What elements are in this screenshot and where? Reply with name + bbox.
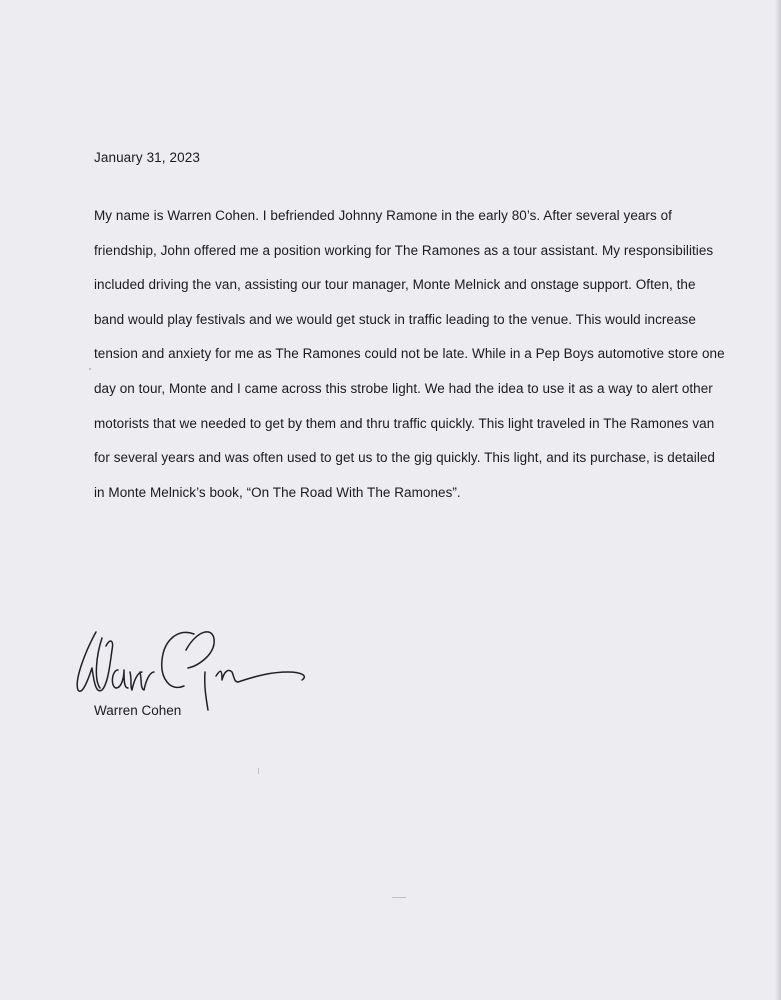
- body-line: tension and anxiety for me as The Ramones could not be late. While in a Pep Boys automotive store one: [94, 346, 725, 362]
- signer-name: Warren Cohen: [94, 703, 182, 718]
- body-line: My name is Warren Cohen. I befriended Johnny Ramone in the early 80’s. After several years of: [94, 208, 672, 223]
- body-line: band would play festivals and we would get stuck in traffic leading to the venue. This would increase: [94, 311, 696, 327]
- body-line: motorists that we needed to get by them and thru traffic quickly. This light traveled in The Ramones van: [94, 415, 715, 431]
- body-line: included driving the van, assisting our tour manager, Monte Melnick and onstage support. Often, the: [94, 277, 696, 293]
- letter-date: January 31, 2023: [94, 150, 200, 165]
- body-line: friendship, John offered me a position working for The Ramones as a tour assistant. My responsibilities: [94, 242, 714, 258]
- scan-speck: [258, 768, 259, 774]
- body-line: for several years and was often used to get us to the gig quickly. This light, and its purchase, is detailed: [94, 450, 715, 466]
- scan-speck: [392, 897, 406, 898]
- body-line: in Monte Melnick’s book, “On The Road With The Ramones”.: [94, 484, 461, 500]
- letter-body: [94, 207, 734, 518]
- body-line: day on tour, Monte and I came across this strobe light. We had the idea to use it as a way to alert other: [94, 380, 713, 396]
- handwritten-signature: [66, 610, 316, 715]
- scan-speck: [89, 368, 91, 370]
- paper-edge-shadow: [775, 0, 781, 1000]
